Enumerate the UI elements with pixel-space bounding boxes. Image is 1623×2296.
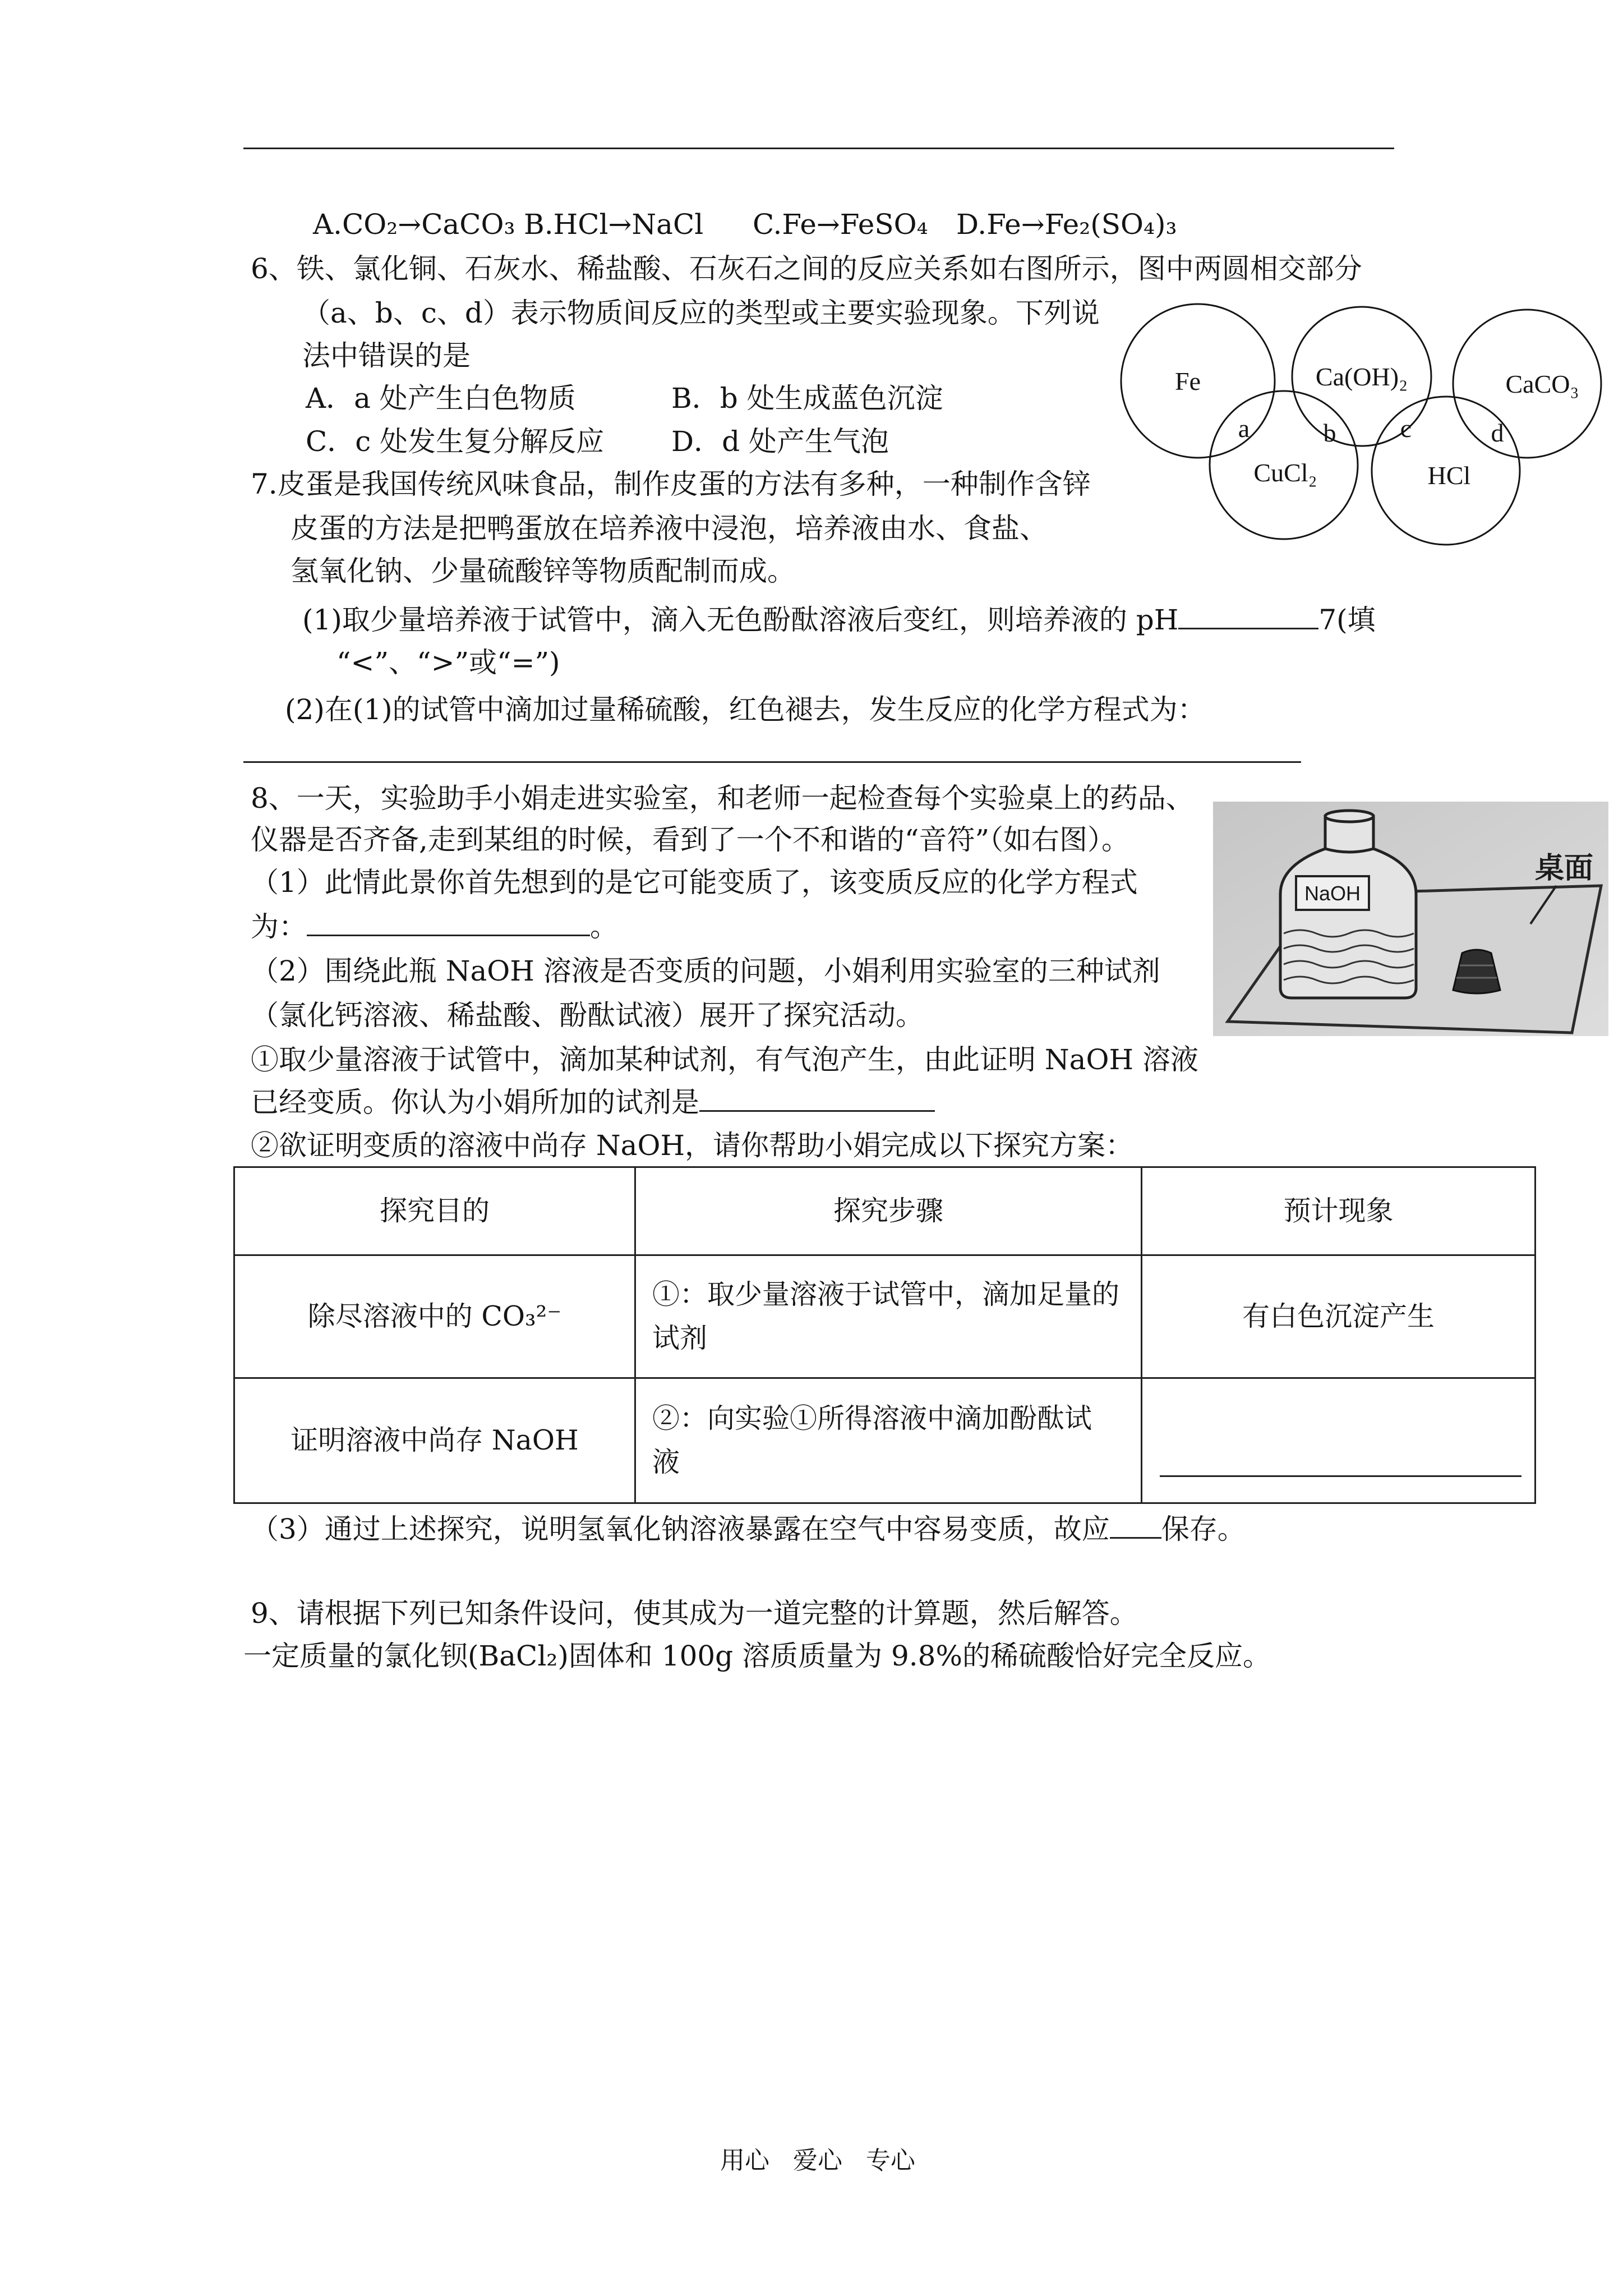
header-purpose: 探究目的 — [234, 1167, 635, 1255]
purpose-cell: 证明溶液中尚存 NaOH — [234, 1378, 635, 1503]
q8-part1-answer — [251, 910, 618, 944]
page-footer: 用心 爱心 专心 — [720, 2146, 915, 2175]
intersection-b: b — [1323, 418, 1336, 447]
q5-option-c: C.Fe→FeSO₄ — [753, 208, 928, 241]
intersection-d: d — [1491, 418, 1504, 447]
step-line: ①：取少量溶液于试管中，滴加足量的 — [652, 1278, 1120, 1310]
q6-stem-line-2: （a、b、c、d）表示物质间反应的类型或主要实验现象。下列说 — [302, 297, 1100, 329]
q8-reagent-text: 已经变质。你认为小娟所加的试剂是 — [251, 1086, 699, 1119]
step-line: 液 — [652, 1446, 680, 1478]
q8-part3-tail: 保存。 — [1161, 1513, 1246, 1545]
table-label-text: 桌面 — [1534, 853, 1594, 885]
q8-part2-line-2: （氯化钙溶液、稀盐酸、酚酞试液）展开了探究活动。 — [251, 999, 924, 1032]
q6-option-c: C．c 处发生复分解反应 — [306, 425, 605, 458]
phenomenon-cell — [1142, 1378, 1536, 1503]
intersection-c: c — [1400, 414, 1412, 443]
table-header-row — [234, 1167, 1536, 1255]
q8-part3-text: （3）通过上述探究，说明氢氧化钠溶液暴露在空气中容易变质，故应 — [251, 1513, 1110, 1545]
q8-plan-intro: ②欲证明变质的溶液中尚存 NaOH，请你帮助小娟完成以下探究方案： — [251, 1129, 1134, 1162]
q5-option-a: A.CO₂→CaCO₃ — [313, 208, 515, 241]
q8-stem-line-2: 仪器是否齐备,走到某组的时候，看到了一个不和谐的“音符”（如右图）。 — [251, 823, 1130, 856]
q8-part1-answer-end: 。 — [590, 910, 618, 943]
header-steps: 探究步骤 — [635, 1167, 1142, 1255]
bottle-label-text: NaOH — [1304, 882, 1361, 905]
intersection-a: a — [1238, 414, 1250, 443]
q7-part1 — [302, 603, 1376, 637]
q8-part3 — [251, 1512, 1246, 1546]
q8-part1: （1）此情此景你首先想到的是它可能变质了，该变质反应的化学方程式 — [251, 866, 1138, 899]
reaction-venn-diagram — [1110, 292, 1615, 561]
label-copper-chloride: CuCl₂ — [1253, 458, 1317, 487]
q8-part2-line-3: ①取少量溶液于试管中，滴加某种试剂，有气泡产生，由此证明 NaOH 溶液 — [251, 1043, 1198, 1076]
label-fe: Fe — [1175, 367, 1201, 395]
answer-blank — [699, 1085, 935, 1112]
experiment-plan-table — [233, 1166, 1536, 1504]
answer-blank — [307, 910, 590, 936]
answer-blank — [1110, 1512, 1161, 1539]
q7-part1-tail: 7(填 — [1318, 604, 1376, 636]
header-rule — [243, 148, 1394, 149]
q9-stem-line-2: 一定质量的氯化钡(BaCl₂)固体和 100g 溶质质量为 9.8%的稀硫酸恰好完全反应。 — [243, 1640, 1271, 1672]
q7-stem-line-3: 氢氧化钠、少量硫酸锌等物质配制而成。 — [291, 555, 795, 587]
answer-blank — [1160, 1475, 1521, 1477]
q7-part2: (2)在(1)的试管中滴加过量稀硫酸，红色褪去，发生反应的化学方程式为： — [285, 693, 1206, 726]
phenomenon-cell: 有白色沉淀产生 — [1142, 1255, 1536, 1378]
q8-reagent-question — [251, 1085, 935, 1119]
q9-stem-line-1: 9、请根据下列已知条件设问，使其成为一道完整的计算题，然后解答。 — [251, 1597, 1138, 1630]
step-line: ②：向实验①所得溶液中滴加酚酞试 — [652, 1402, 1092, 1434]
q5-option-d: D.Fe→Fe₂(SO₄)₃ — [956, 208, 1177, 241]
q8-part2-line-1: （2）围绕此瓶 NaOH 溶液是否变质的问题，小娟利用实验室的三种试剂 — [251, 955, 1160, 987]
header-expected-phenomenon: 预计现象 — [1142, 1167, 1536, 1255]
q6-option-d: D．d 处产生气泡 — [671, 425, 889, 458]
q7-stem-line-1: 7.皮蛋是我国传统风味食品，制作皮蛋的方法有多种，一种制作含锌 — [251, 468, 1091, 500]
q8-stem-line-1: 8、一天，实验助手小娟走进实验室，和老师一起检查每个实验桌上的药品、 — [251, 782, 1194, 815]
step-cell — [635, 1378, 1142, 1503]
q6-stem-line-1: 6、铁、氯化铜、石灰水、稀盐酸、石灰石之间的反应关系如右图所示，图中两圆相交部分 — [251, 252, 1362, 285]
purpose-cell: 除尽溶液中的 CO₃²⁻ — [234, 1255, 635, 1378]
q7-part1-continued: “<”、“>”或“=”) — [336, 646, 560, 679]
label-calcium-hydroxide: Ca(OH)₂ — [1315, 362, 1408, 391]
answer-blank — [1178, 603, 1318, 629]
q7-part1-text: (1)取少量培养液于试管中，滴入无色酚酞溶液后变红，则培养液的 pH — [302, 604, 1179, 636]
q6-stem-line-3: 法中错误的是 — [302, 339, 471, 372]
step-cell — [635, 1255, 1142, 1378]
label-hydrochloric-acid: HCl — [1427, 461, 1471, 490]
naoh-bottle-photo — [1213, 802, 1608, 1036]
label-calcium-carbonate: CaCO₃ — [1505, 370, 1579, 398]
q6-option-b: B．b 处生成蓝色沉淀 — [671, 382, 943, 415]
q5-option-b: B.HCl→NaCl — [524, 208, 704, 241]
q6-option-a: A．a 处产生白色物质 — [306, 382, 576, 415]
table-row — [234, 1255, 1536, 1378]
q7-stem-line-2: 皮蛋的方法是把鸭蛋放在培养液中浸泡，培养液由水、食盐、 — [291, 512, 1048, 545]
step-line: 试剂 — [652, 1322, 708, 1354]
table-row — [234, 1378, 1536, 1503]
q8-part1-answer-label: 为： — [251, 910, 307, 943]
equation-answer-line — [243, 761, 1301, 763]
